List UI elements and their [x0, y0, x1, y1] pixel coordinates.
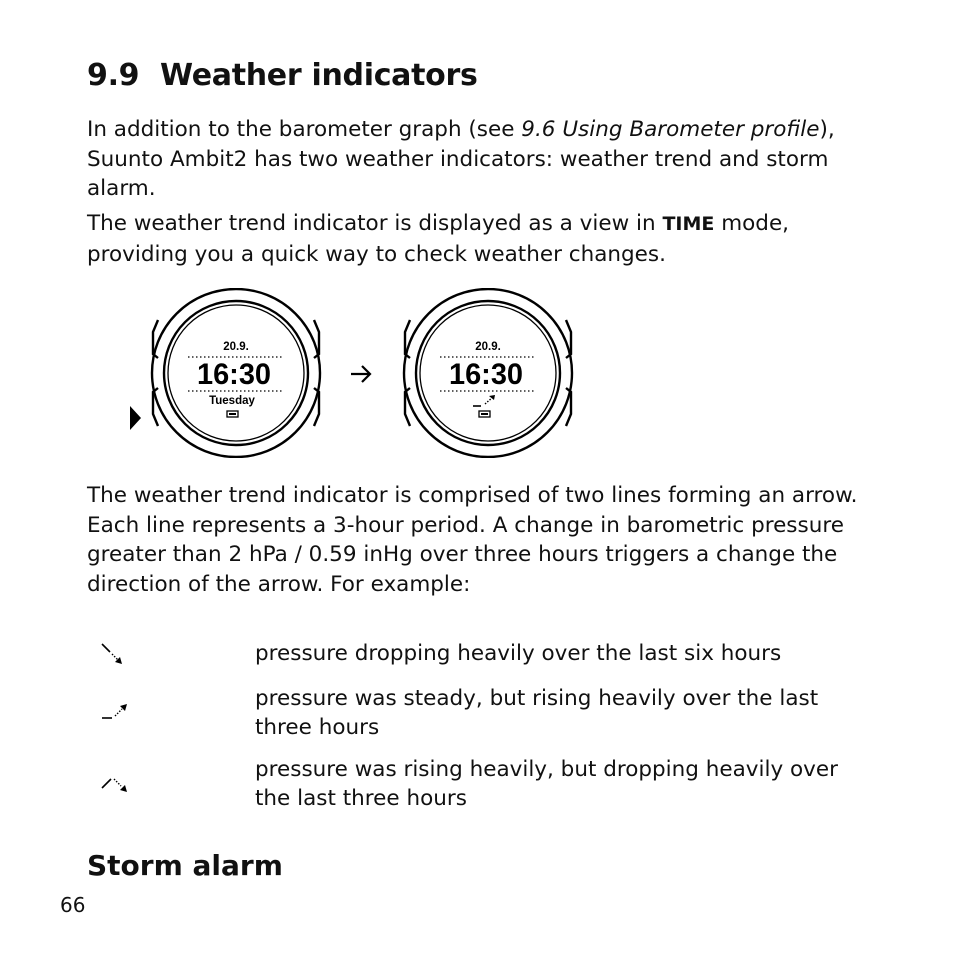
section-number: 9.9 [87, 58, 140, 93]
watch-time: 16:30 [449, 358, 523, 391]
section-heading [87, 58, 478, 93]
watch-face-day-view [146, 288, 326, 458]
button-pointer-icon [128, 405, 142, 431]
example-text-dropping: pressure dropping heavily over the last six hours [255, 641, 782, 666]
trend-steady-rising-icon [99, 701, 131, 723]
trend-view-paragraph [87, 209, 877, 269]
trend-rising-dropping-icon [99, 772, 131, 794]
page-number: 66 [60, 893, 86, 917]
intro-link-reference: 9.6 Using Barometer profile [521, 117, 820, 142]
trend-steady-rising-icon [473, 395, 495, 406]
right-arrow-icon [349, 362, 373, 386]
intro-text-2: ), Suunto Ambit2 has two weather indicators: weather trend and storm alarm. [87, 117, 835, 201]
trend-view-text-2: mode, providing you a quick way to check weather changes. [87, 211, 790, 267]
watch-day: Tuesday [209, 395, 255, 407]
watch-date: 20.9. [475, 341, 501, 353]
intro-paragraph [87, 115, 877, 204]
section-title: Weather indicators [160, 58, 478, 93]
watch-face-weather-trend-view [398, 288, 578, 458]
example-text-rising-dropping: pressure was rising heavily, but dropping heavily over the last three hours [255, 757, 838, 811]
time-mode-label: TIME [662, 213, 715, 235]
subsection-heading: Storm alarm [87, 849, 283, 882]
trend-dropping-icon [99, 641, 125, 667]
trend-view-text-1: The weather trend indicator is displayed as a view in [87, 211, 663, 236]
intro-text-1: In addition to the barometer graph (see [87, 117, 522, 142]
explanation-paragraph: The weather trend indicator is comprised of two lines forming an arrow. Each line represents a 3-hour period. A change in barometric pressure greater than 2 hPa / 0.59 inHg over three hours triggers a change the direction of the arrow. For example: [87, 483, 858, 597]
example-text-steady-rising: pressure was steady, but rising heavily over the last three hours [255, 686, 819, 740]
watch-time: 16:30 [197, 358, 271, 391]
watch-date: 20.9. [223, 341, 249, 353]
